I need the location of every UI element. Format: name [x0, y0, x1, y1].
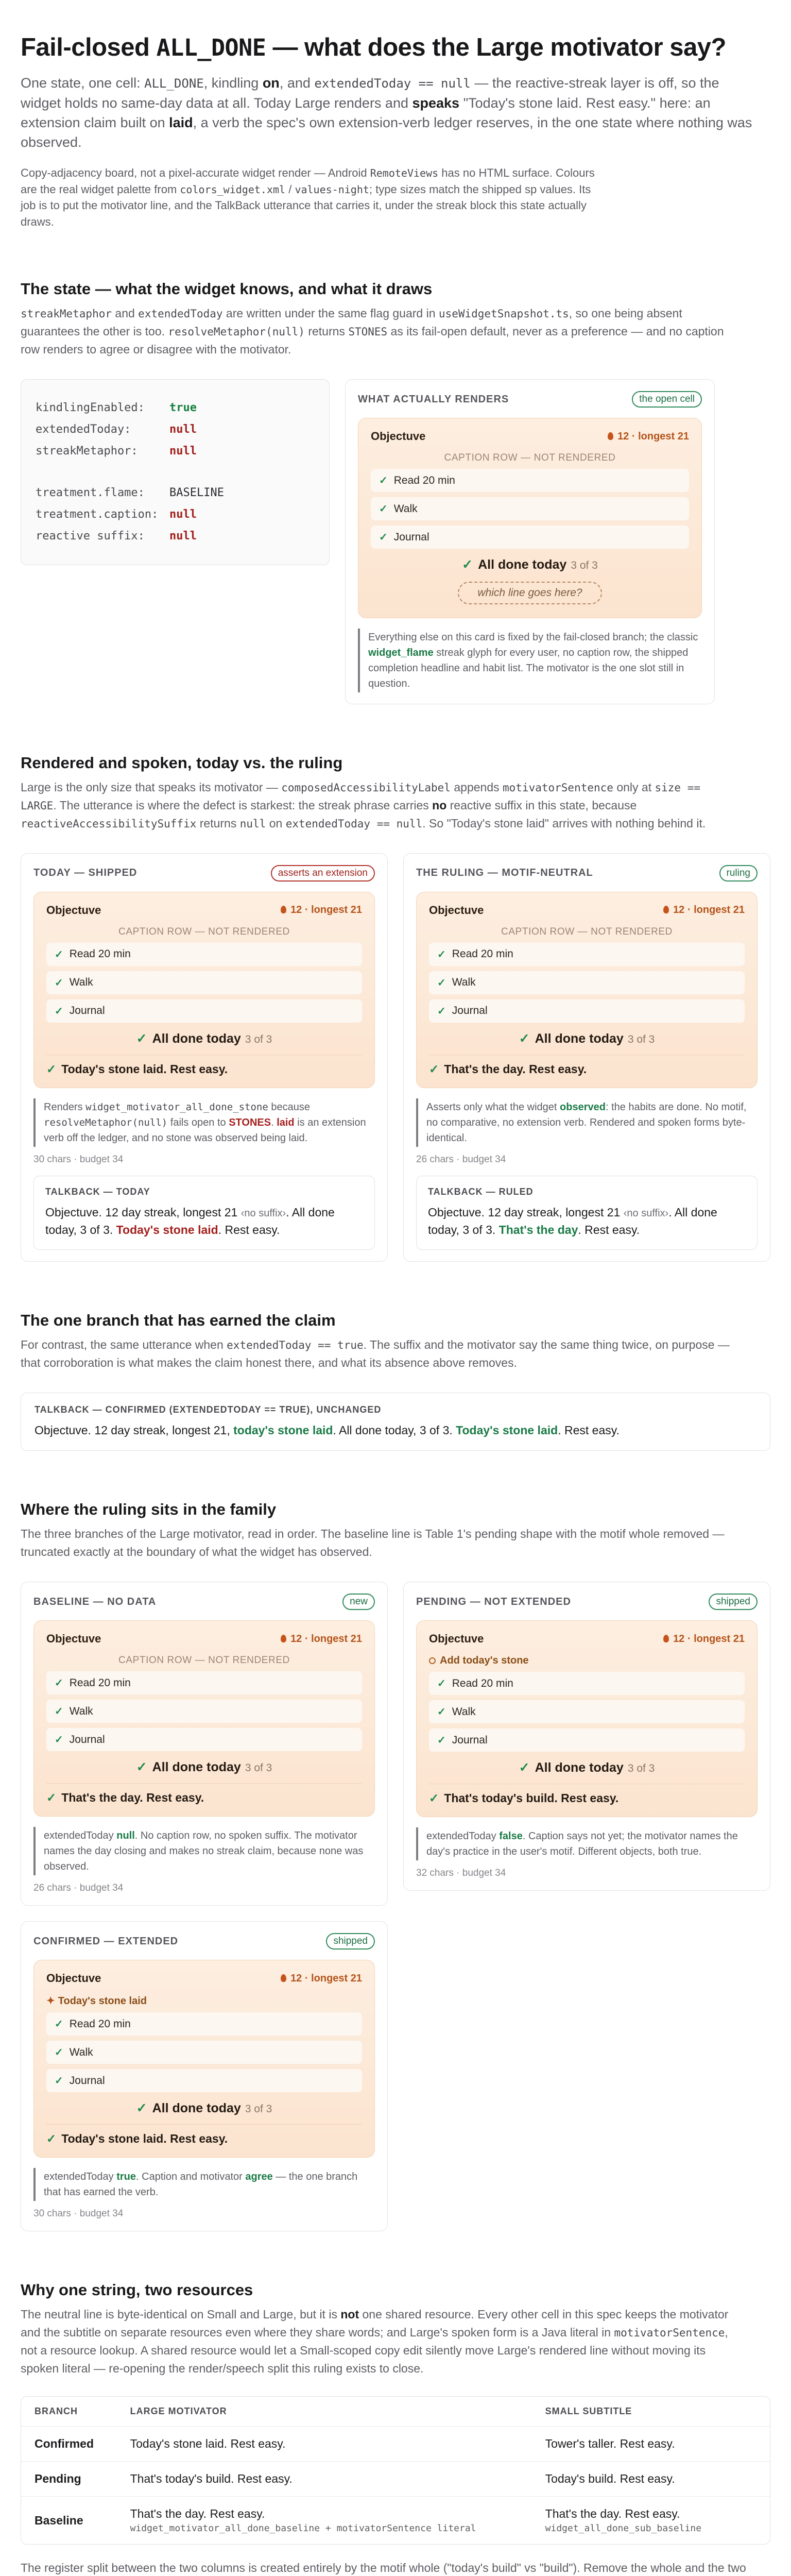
motivator-line: ✓ That's the day. Rest easy.	[429, 1055, 745, 1076]
table-cell: Pending	[35, 2472, 81, 2486]
done-headline: ✓ All done today 3 of 3	[136, 1031, 272, 1046]
char-budget: 26 chars · budget 34	[33, 1883, 124, 1894]
state-paragraph: streakMetaphor and extendedToday are written under the same flag guard in useWidgetSnapshot.ts, so one being absent guarantees the other is too. resolveMetaphor(null) returns STONES as its fail-open default, never as a preference — and no caption row renders to agree or disagree with the motivator.	[21, 307, 724, 357]
card-explanation: extendedToday false. Caption says not yet; the motivator names the day's practice in the user's motif. Different objects, both true.	[416, 1827, 758, 1860]
check-icon: ✓	[429, 1062, 439, 1076]
habit-item: ✓ Read 20 min	[429, 943, 745, 966]
card-title: PENDING — NOT EXTENDED	[416, 1596, 571, 1607]
kv-row: kindlingEnabled: true	[36, 401, 197, 415]
table-cell: Today's build. Rest easy.	[545, 2472, 675, 2486]
table-cell: Tower's taller. Rest easy.	[545, 2437, 675, 2451]
table-row	[21, 2461, 770, 2496]
talkback-text: Objectuve. 12 day streak, longest 21 ‹no suffix›. All done today, 3 of 3. That's the day. Rest easy.	[428, 1205, 717, 1237]
card-explanation: Asserts only what the widget observed: the habits are done. No motif, no comparative, no extension verb. Rendered and spoken forms byte-identical.	[416, 1098, 758, 1147]
flame-icon	[281, 906, 286, 913]
status-badge: shipped	[709, 1594, 758, 1610]
habit-item: ✓ Journal	[371, 526, 689, 549]
sparkle-icon: ✦	[46, 1995, 55, 2007]
check-icon: ✓	[136, 2101, 147, 2116]
table-row	[21, 2426, 770, 2461]
motivator-line: ✓ That's today's build. Rest easy.	[429, 1784, 745, 1805]
check-icon: ✓	[379, 532, 388, 544]
done-headline: ✓ All done today 3 of 3	[136, 1760, 272, 1775]
char-budget: 30 chars · budget 34	[33, 2208, 124, 2219]
check-icon: ✓	[46, 1791, 57, 1805]
resources-table	[21, 2396, 770, 2545]
closing-paragraph: The register split between the two columns is created entirely by the motif whole ("today's build" vs "build"). Remove the whole and the two	[21, 2561, 746, 2575]
subnote: Copy-adjacency board, not a pixel-accurate widget render — Android RemoteViews has no HTML surface. Colours are the real widget palette from colors_widget.xml / values-night; type sizes match the shipped sp values. Its job is to put the motivator line, and the TalkBack utterance that carries it, under the streak block this state actually draws.	[21, 166, 595, 229]
check-icon: ✓	[55, 977, 63, 989]
resources-paragraph: The neutral line is byte-identical on Small and Large, but it is not one shared resource. Every other cell in this spec keeps the motivator and the subtitle on separate resources even where they share words; and Large's spoken form is a Java literal in motivatorSentence, not a resource lookup. A shared resource would let a Small-scoped copy edit silently move Large's rendered line without moving its spoken literal — re-opening the render/speech split this ruling exists to close.	[21, 2308, 729, 2376]
habit-item: ✓ Read 20 min	[371, 469, 689, 492]
caption-row: Add today's stone	[429, 1655, 745, 1667]
check-icon: ✓	[379, 503, 388, 515]
table-cell: Today's stone laid. Rest easy.	[130, 2437, 286, 2451]
section-heading-spoken: Rendered and spoken, today vs. the ruling	[21, 754, 343, 772]
status-badge: ruling	[719, 865, 758, 882]
habit-item: ✓ Walk	[429, 971, 745, 994]
status-badge: asserts an extension	[271, 865, 375, 882]
motivator-placeholder: which line goes here?	[458, 582, 602, 604]
talkback-text: Objectuve. 12 day streak, longest 21 ‹no suffix›. All done today, 3 of 3. Today's stone laid. Rest easy.	[45, 1205, 335, 1237]
card-title: WHAT ACTUALLY RENDERS	[358, 393, 509, 405]
kv-row: treatment.caption: null	[36, 508, 197, 521]
widget-name: Objectuve	[46, 1972, 101, 1985]
habit-item: ✓ Journal	[429, 1728, 745, 1752]
kv-row: extendedToday: null	[36, 422, 197, 436]
status-badge: new	[342, 1594, 375, 1610]
widget-preview	[33, 1620, 375, 1817]
column-header: BRANCH	[35, 2406, 78, 2417]
check-icon: ✓	[437, 977, 446, 989]
status-badge: shipped	[326, 1933, 375, 1950]
habit-item: ✓ Read 20 min	[46, 2012, 362, 2036]
habit-item: ✓ Read 20 min	[46, 1671, 362, 1694]
check-icon: ✓	[437, 1706, 446, 1718]
check-icon: ✓	[437, 1735, 446, 1747]
card-title: CONFIRMED — EXTENDED	[33, 1935, 179, 1947]
table-cell: That's today's build. Rest easy.	[130, 2472, 293, 2486]
caption-row: CAPTION ROW — NOT RENDERED	[118, 926, 290, 937]
habit-item: ✓ Read 20 min	[46, 943, 362, 966]
column-header: SMALL SUBTITLE	[545, 2406, 632, 2417]
streak-count: 12 · longest 21	[663, 1633, 745, 1645]
widget-preview	[416, 892, 758, 1088]
check-icon: ✓	[519, 1760, 530, 1775]
earned-paragraph: For contrast, the same utterance when extendedToday == true. The suffix and the motivator say the same thing twice, on purpose — that corroboration is what makes the claim honest there, and what its absence above removes.	[21, 1337, 730, 1369]
state-values-panel	[21, 379, 330, 565]
check-icon: ✓	[136, 1760, 147, 1775]
flame-icon	[663, 1635, 669, 1642]
table-cell: That's the day. Rest easy. widget_all_done_sub_baseline	[545, 2507, 702, 2534]
talkback-box	[33, 1176, 375, 1250]
table-cell: That's the day. Rest easy. widget_motivator_all_done_baseline + motivatorSentence literal	[130, 2507, 476, 2534]
habit-item: ✓ Journal	[46, 999, 362, 1023]
widget-name: Objectuve	[46, 1632, 101, 1646]
kv-row: treatment.flame: BASELINE	[36, 486, 224, 500]
kv-row: streakMetaphor: null	[36, 444, 197, 457]
confirmed-card	[21, 1921, 388, 2231]
card-explanation: Renders widget_motivator_all_done_stone because resolveMetaphor(null) fails open to STONES. laid is an extension verb off the ledger, and no stone was observed being laid.	[33, 1098, 375, 1147]
widget-preview	[33, 1960, 375, 2158]
done-headline: ✓ All done today 3 of 3	[519, 1760, 655, 1775]
ruling-card	[403, 853, 770, 1262]
habit-item: ✓ Walk	[429, 1700, 745, 1723]
spoken-paragraph: Large is the only size that speaks its motivator — composedAccessibilityLabel appends motivatorSentence only at size == LARGE. The utterance is where the defect is starkest: the streak phrase carries no reactive suffix in this state, because reactiveAccessibilitySuffix returns null on extendedToday == null. So "Today's stone laid" arrives with nothing behind it.	[21, 781, 706, 830]
motivator-line: ✓ That's the day. Rest easy.	[46, 1783, 362, 1805]
caption-row: CAPTION ROW — NOT RENDERED	[118, 1655, 290, 1666]
card-explanation: extendedToday true. Caption and motivator agree — the one branch that has earned the verb.	[33, 2168, 375, 2201]
widget-name: Objectuve	[371, 430, 426, 443]
talkback-box	[416, 1176, 758, 1250]
streak-count: 12 · longest 21	[281, 1633, 362, 1645]
table-header	[21, 2397, 770, 2426]
talkback-confirmed-box	[21, 1393, 770, 1451]
done-headline: ✓ All done today 3 of 3	[136, 2101, 272, 2116]
streak-count: 12 · longest 21	[608, 431, 689, 443]
page-title: Fail-closed ALL_DONE — what does the Large motivator say?	[21, 33, 726, 61]
pending-card	[403, 1582, 770, 1891]
flame-icon	[281, 1974, 286, 1982]
check-icon: ✓	[55, 1734, 63, 1746]
family-paragraph: The three branches of the Large motivator, read in order. The baseline line is Table 1's pending shape with the motif whole removed — truncated exactly at the boundary of what the widget has observed.	[21, 1527, 725, 1559]
check-icon: ✓	[55, 948, 63, 960]
check-icon: ✓	[55, 2019, 63, 2030]
card-explanation: extendedToday null. No caption row, no spoken suffix. The motivator names the day closing and makes no streak claim, because none was observed.	[33, 1827, 375, 1875]
check-icon: ✓	[55, 1005, 63, 1017]
motivator-line: ✓ Today's stone laid. Rest easy.	[46, 2124, 362, 2146]
done-headline: ✓ All done today 3 of 3	[462, 557, 598, 572]
section-heading-resources: Why one string, two resources	[21, 2281, 253, 2299]
ring-icon	[429, 1657, 436, 1664]
flame-icon	[281, 1635, 286, 1642]
section-heading-earned: The one branch that has earned the claim	[21, 1311, 336, 1329]
talkback-heading: TALKBACK — TODAY	[45, 1186, 150, 1197]
motivator-line: ✓ Today's stone laid. Rest easy.	[46, 1055, 362, 1076]
habit-item: ✓ Walk	[46, 971, 362, 994]
widget-preview	[416, 1620, 758, 1817]
flame-icon	[663, 906, 669, 913]
table-cell: Confirmed	[35, 2437, 94, 2451]
habit-item: ✓ Read 20 min	[429, 1672, 745, 1695]
kv-row: reactive suffix: null	[36, 530, 197, 543]
check-icon: ✓	[462, 557, 473, 572]
check-icon: ✓	[437, 1005, 446, 1017]
card-title: TODAY — SHIPPED	[33, 867, 137, 879]
check-icon: ✓	[46, 2132, 57, 2146]
section-heading-state: The state — what the widget knows, and what it draws	[21, 280, 433, 298]
section-heading-family: Where the ruling sits in the family	[21, 1500, 277, 1519]
habit-item: ✓ Journal	[46, 2069, 362, 2092]
caption-row: ✦ Today's stone laid	[46, 1995, 147, 2007]
habit-item: ✓ Journal	[46, 1728, 362, 1751]
card-explanation: Everything else on this card is fixed by the fail-closed branch; the classic widget_flame streak glyph for every user, no caption row, the shipped completion headline and habit list. The motivator is the one slot still in question.	[358, 629, 702, 692]
card-title: THE RULING — MOTIF-NEUTRAL	[416, 867, 593, 879]
card-title: BASELINE — NO DATA	[33, 1596, 157, 1607]
widget-preview	[33, 892, 375, 1088]
caption-row: CAPTION ROW — NOT RENDERED	[444, 452, 616, 464]
done-headline: ✓ All done today 3 of 3	[519, 1031, 655, 1046]
status-badge: the open cell	[632, 391, 702, 408]
talkback-heading: TALKBACK — CONFIRMED (EXTENDEDTODAY == TRUE), UNCHANGED	[35, 1404, 382, 1415]
widget-name: Objectuve	[46, 903, 101, 917]
habit-item: ✓ Walk	[371, 497, 689, 520]
check-icon: ✓	[136, 1031, 147, 1046]
baseline-card	[21, 1582, 388, 1906]
talkback-heading: TALKBACK — RULED	[428, 1186, 534, 1197]
check-icon: ✓	[55, 1677, 63, 1689]
check-icon: ✓	[437, 948, 446, 960]
today-shipped-card	[21, 853, 388, 1262]
streak-count: 12 · longest 21	[663, 904, 745, 916]
char-budget: 30 chars · budget 34	[33, 1154, 124, 1165]
lede: One state, one cell: ALL_DONE, kindling on, and extendedToday == null — the reactive-streak layer is off, so the widget holds no same-day data at all. Today Large renders and speaks "Today's stone laid. Rest easy." here: an extension claim built on laid, a verb the spec's own extension-verb ledger reserves, in the one state where nothing was observed.	[21, 75, 752, 150]
check-icon: ✓	[46, 1062, 57, 1076]
check-icon: ✓	[437, 1678, 446, 1690]
flame-icon	[608, 432, 613, 440]
char-budget: 26 chars · budget 34	[416, 1154, 506, 1165]
widget-preview	[358, 418, 702, 618]
column-header: LARGE MOTIVATOR	[130, 2406, 227, 2417]
habit-item: ✓ Walk	[46, 1700, 362, 1723]
check-icon: ✓	[55, 2075, 63, 2087]
table-row	[21, 2496, 770, 2544]
render-card	[345, 379, 715, 704]
caption-row: CAPTION ROW — NOT RENDERED	[501, 926, 673, 937]
check-icon: ✓	[429, 1791, 439, 1805]
check-icon: ✓	[379, 475, 388, 487]
check-icon: ✓	[519, 1031, 530, 1046]
widget-name: Objectuve	[429, 1632, 484, 1646]
habit-item: ✓ Walk	[46, 2041, 362, 2064]
talkback-text: Objectuve. 12 day streak, longest 21, today's stone laid. All done today, 3 of 3. Today's stone laid. Rest easy.	[35, 1423, 620, 1437]
table-cell: Baseline	[35, 2513, 83, 2527]
streak-count: 12 · longest 21	[281, 904, 362, 916]
widget-name: Objectuve	[429, 903, 484, 917]
streak-count: 12 · longest 21	[281, 1973, 362, 1985]
char-budget: 32 chars · budget 34	[416, 1868, 506, 1879]
check-icon: ✓	[55, 1706, 63, 1718]
check-icon: ✓	[55, 2047, 63, 2059]
habit-item: ✓ Journal	[429, 999, 745, 1023]
